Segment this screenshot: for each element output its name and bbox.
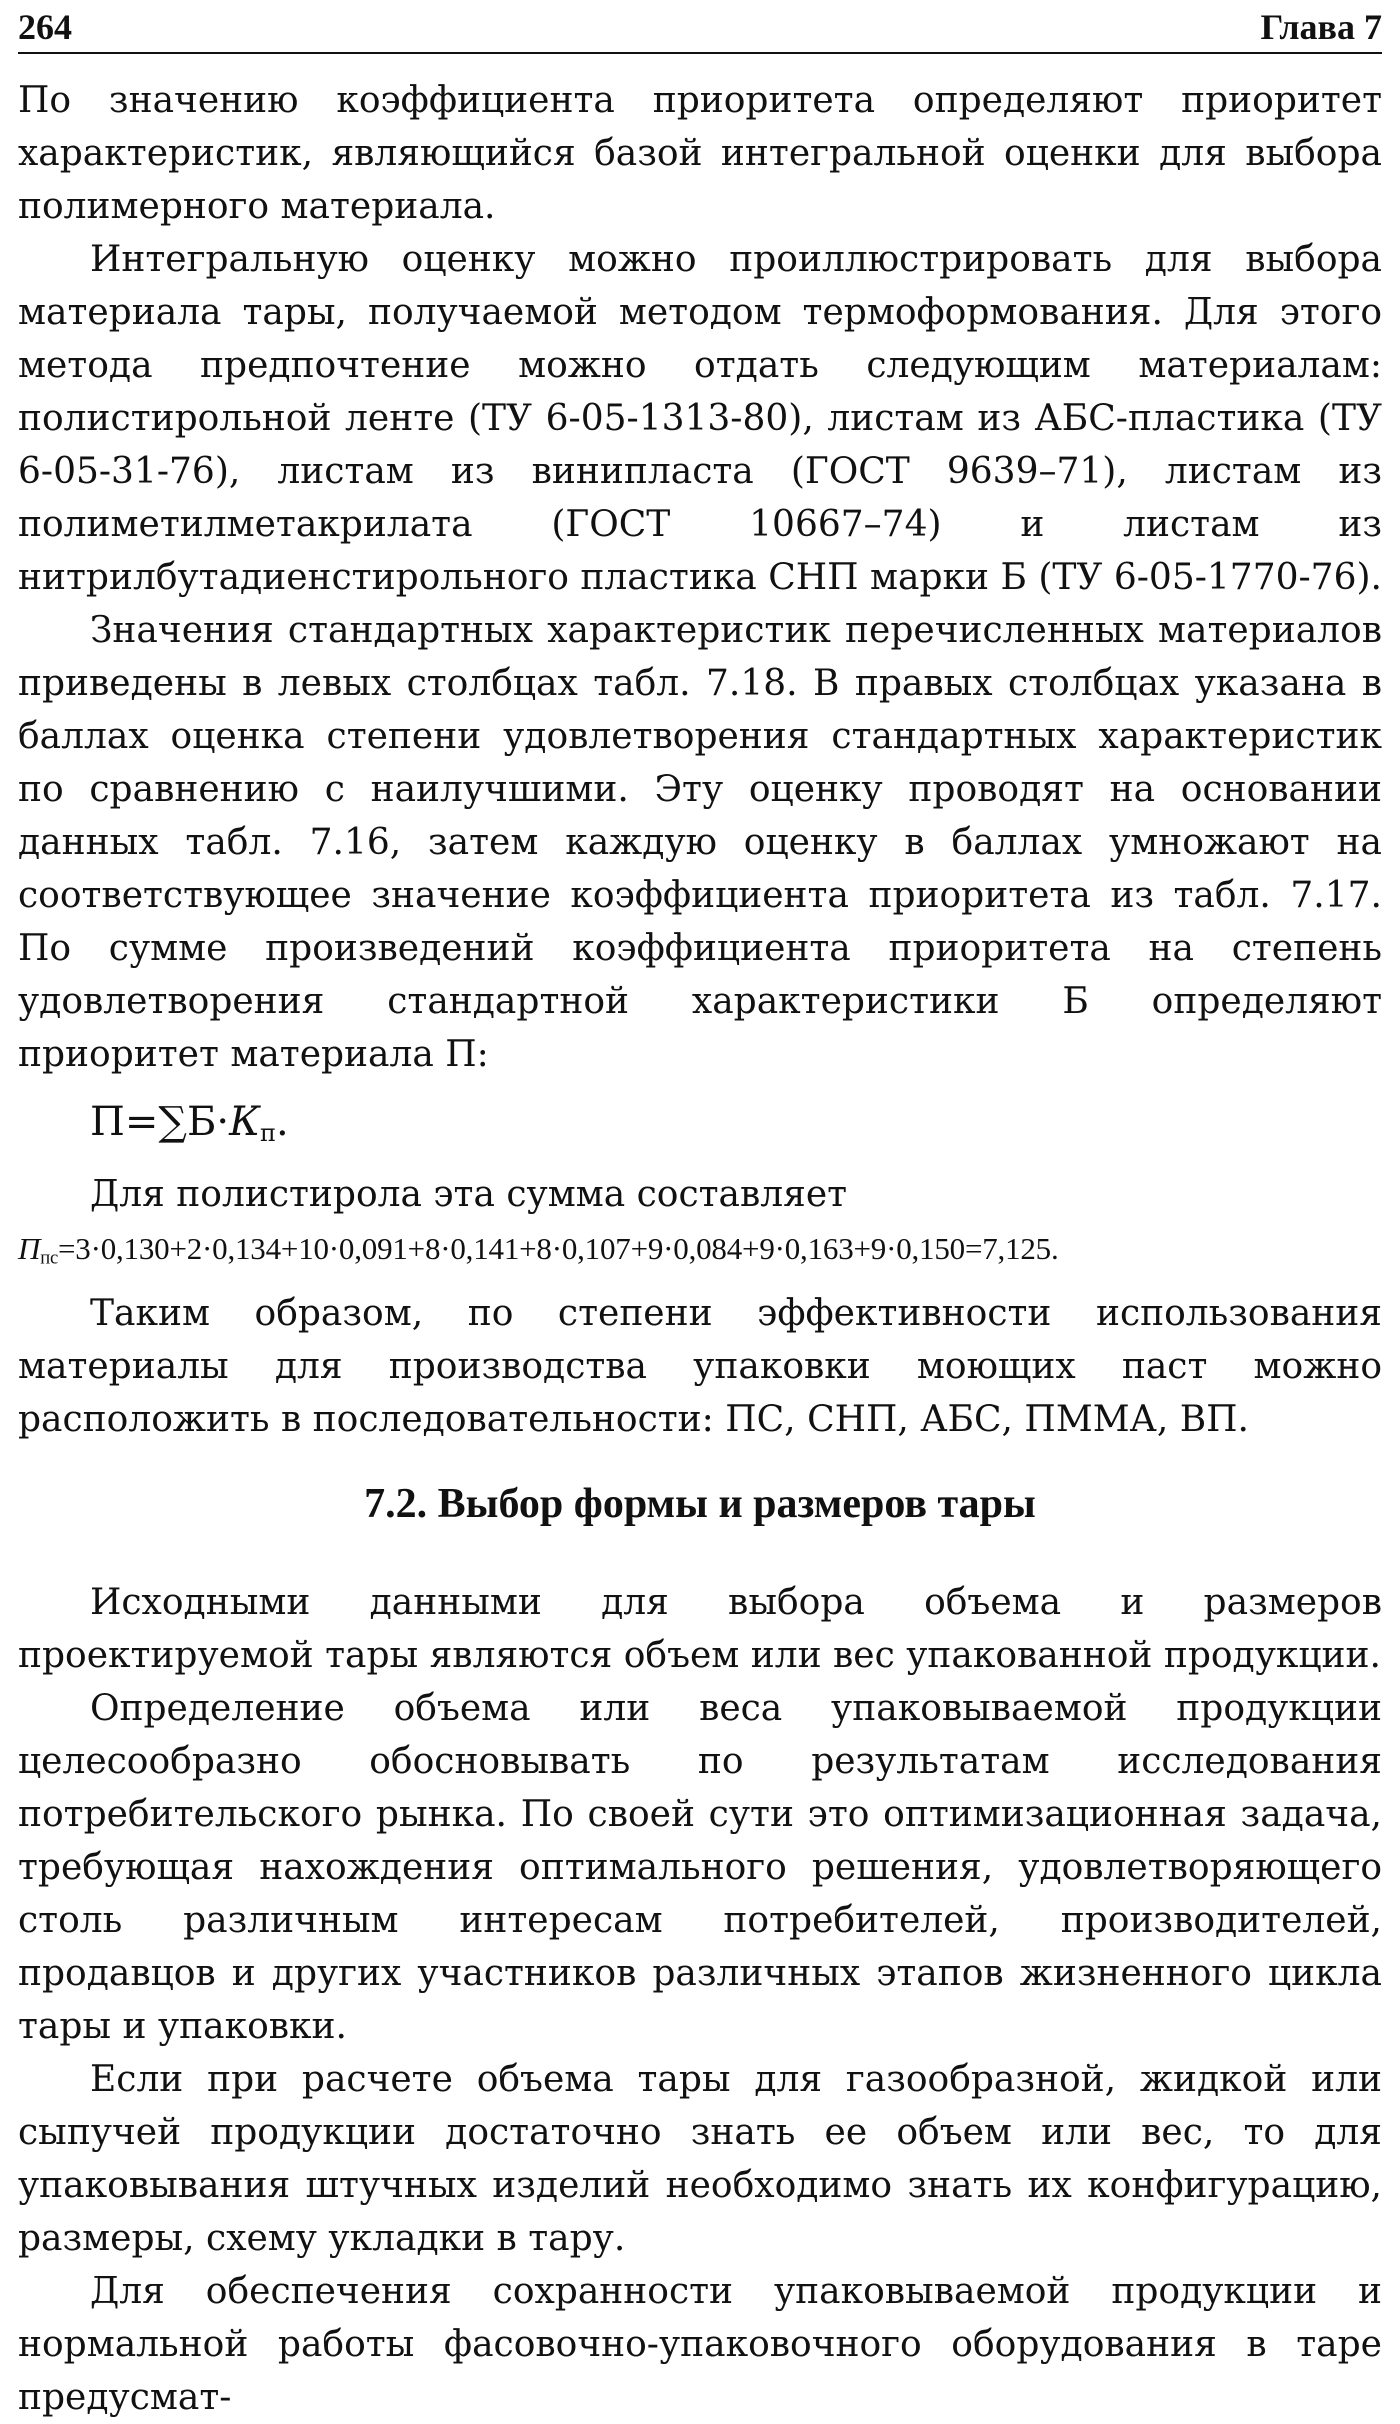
paragraph: Интегральную оценку можно проиллюстрировать для выбора материала тары, получаемой методом термоформования. Для этого метода предпочтение можно отдать следующим материалам: полистирольной ленте (ТУ 6-05-1313-80), листам из АБС-пластика (ТУ 6-05-31-76), листам из винипласта (ГОСТ 9639–71), листам из полиметилметакрилата (ГОСТ 10667–74) и листам из нитрилбутадиенстирольного пластика СНП марки Б (ТУ 6-05-1770-76). — [18, 239, 1382, 598]
paragraph: Значения стандартных характеристик перечисленных материалов приведены в левых столбцах табл. 7.18. В правых столбцах указана в баллах оценка степени удовлетворения стандартных характеристик по сравнению с наилучшими. Эту оценку проводят на основании данных табл. 7.16, затем каждую оценку в баллах умножают на соответствующее значение коэффициента приоритета из табл. 7.17. По сумме произведений коэффициента приоритета на степень удовлетворения стандартной характеристики Б определяют приоритет материала П: — [18, 610, 1382, 1075]
paragraph: Для полистирола эта сумма составляет — [90, 1174, 848, 1215]
paragraph: Если при расчете объема тары для газообразной, жидкой или сыпучей продукции достаточно знать ее объем или вес, то для упаковывания штучных изделий необходимо знать их конфигурацию, размеры, схему укладки в тару. — [18, 2058, 1382, 2259]
page-number: 264 — [18, 7, 72, 47]
formula-expression: =3·0,130+2·0,134+10·0,091+8·0,141+8·0,107+9·0,084+9·0,163+9·0,150=7,125. — [58, 1231, 1059, 1266]
body-text — [18, 74, 1382, 2424]
polystyrene-sum-formula — [18, 1221, 1382, 1287]
section-heading: 7.2. Выбор формы и размеров тары — [364, 1480, 1036, 1527]
formula-rhs: =∑Б· — [124, 1099, 230, 1145]
paragraph: Таким образом, по степени эффективности использования материалы для производства упаковки моющих паст можно расположить в последовательности: ПС, СНП, АБС, ПММА, ВП. — [18, 1292, 1382, 1440]
formula-subscript: пс — [40, 1247, 58, 1269]
chapter-title: Глава 7 — [1260, 7, 1382, 47]
formula-end: . — [276, 1099, 289, 1145]
priority-formula — [90, 1091, 1382, 1164]
formula-lhs: П — [90, 1099, 125, 1145]
running-header — [18, 6, 1382, 54]
paragraph: Определение объема или веса упаковываемой продукции целесообразно обосновывать по результатам исследования потребительского рынка. По своей сути это оптимизационная задача, требующая нахождения оптимального решения, удовлетворяющего столь различным интересам потребителей, производителей, продавцов и других участников различных этапов жизненного цикла тары и упаковки. — [18, 1687, 1382, 2047]
book-page — [18, 0, 1382, 2418]
paragraph: По значению коэффициента приоритета определяют приоритет характеристик, являющийся базой интегральной оценки для выбора полимерного материала. — [18, 80, 1382, 227]
formula-k-symbol: К — [229, 1099, 261, 1145]
paragraph: Исходными данными для выбора объема и размеров проектируемой тары являются объем или вес упакованной продукции. — [18, 1581, 1382, 1676]
formula-k-subscript: п — [260, 1119, 277, 1147]
formula-symbol: П — [18, 1231, 41, 1266]
paragraph: Для обеспечения сохранности упаковываемой продукции и нормальной работы фасовочно-упаковочного оборудования в таре предусмат- — [18, 2270, 1382, 2418]
